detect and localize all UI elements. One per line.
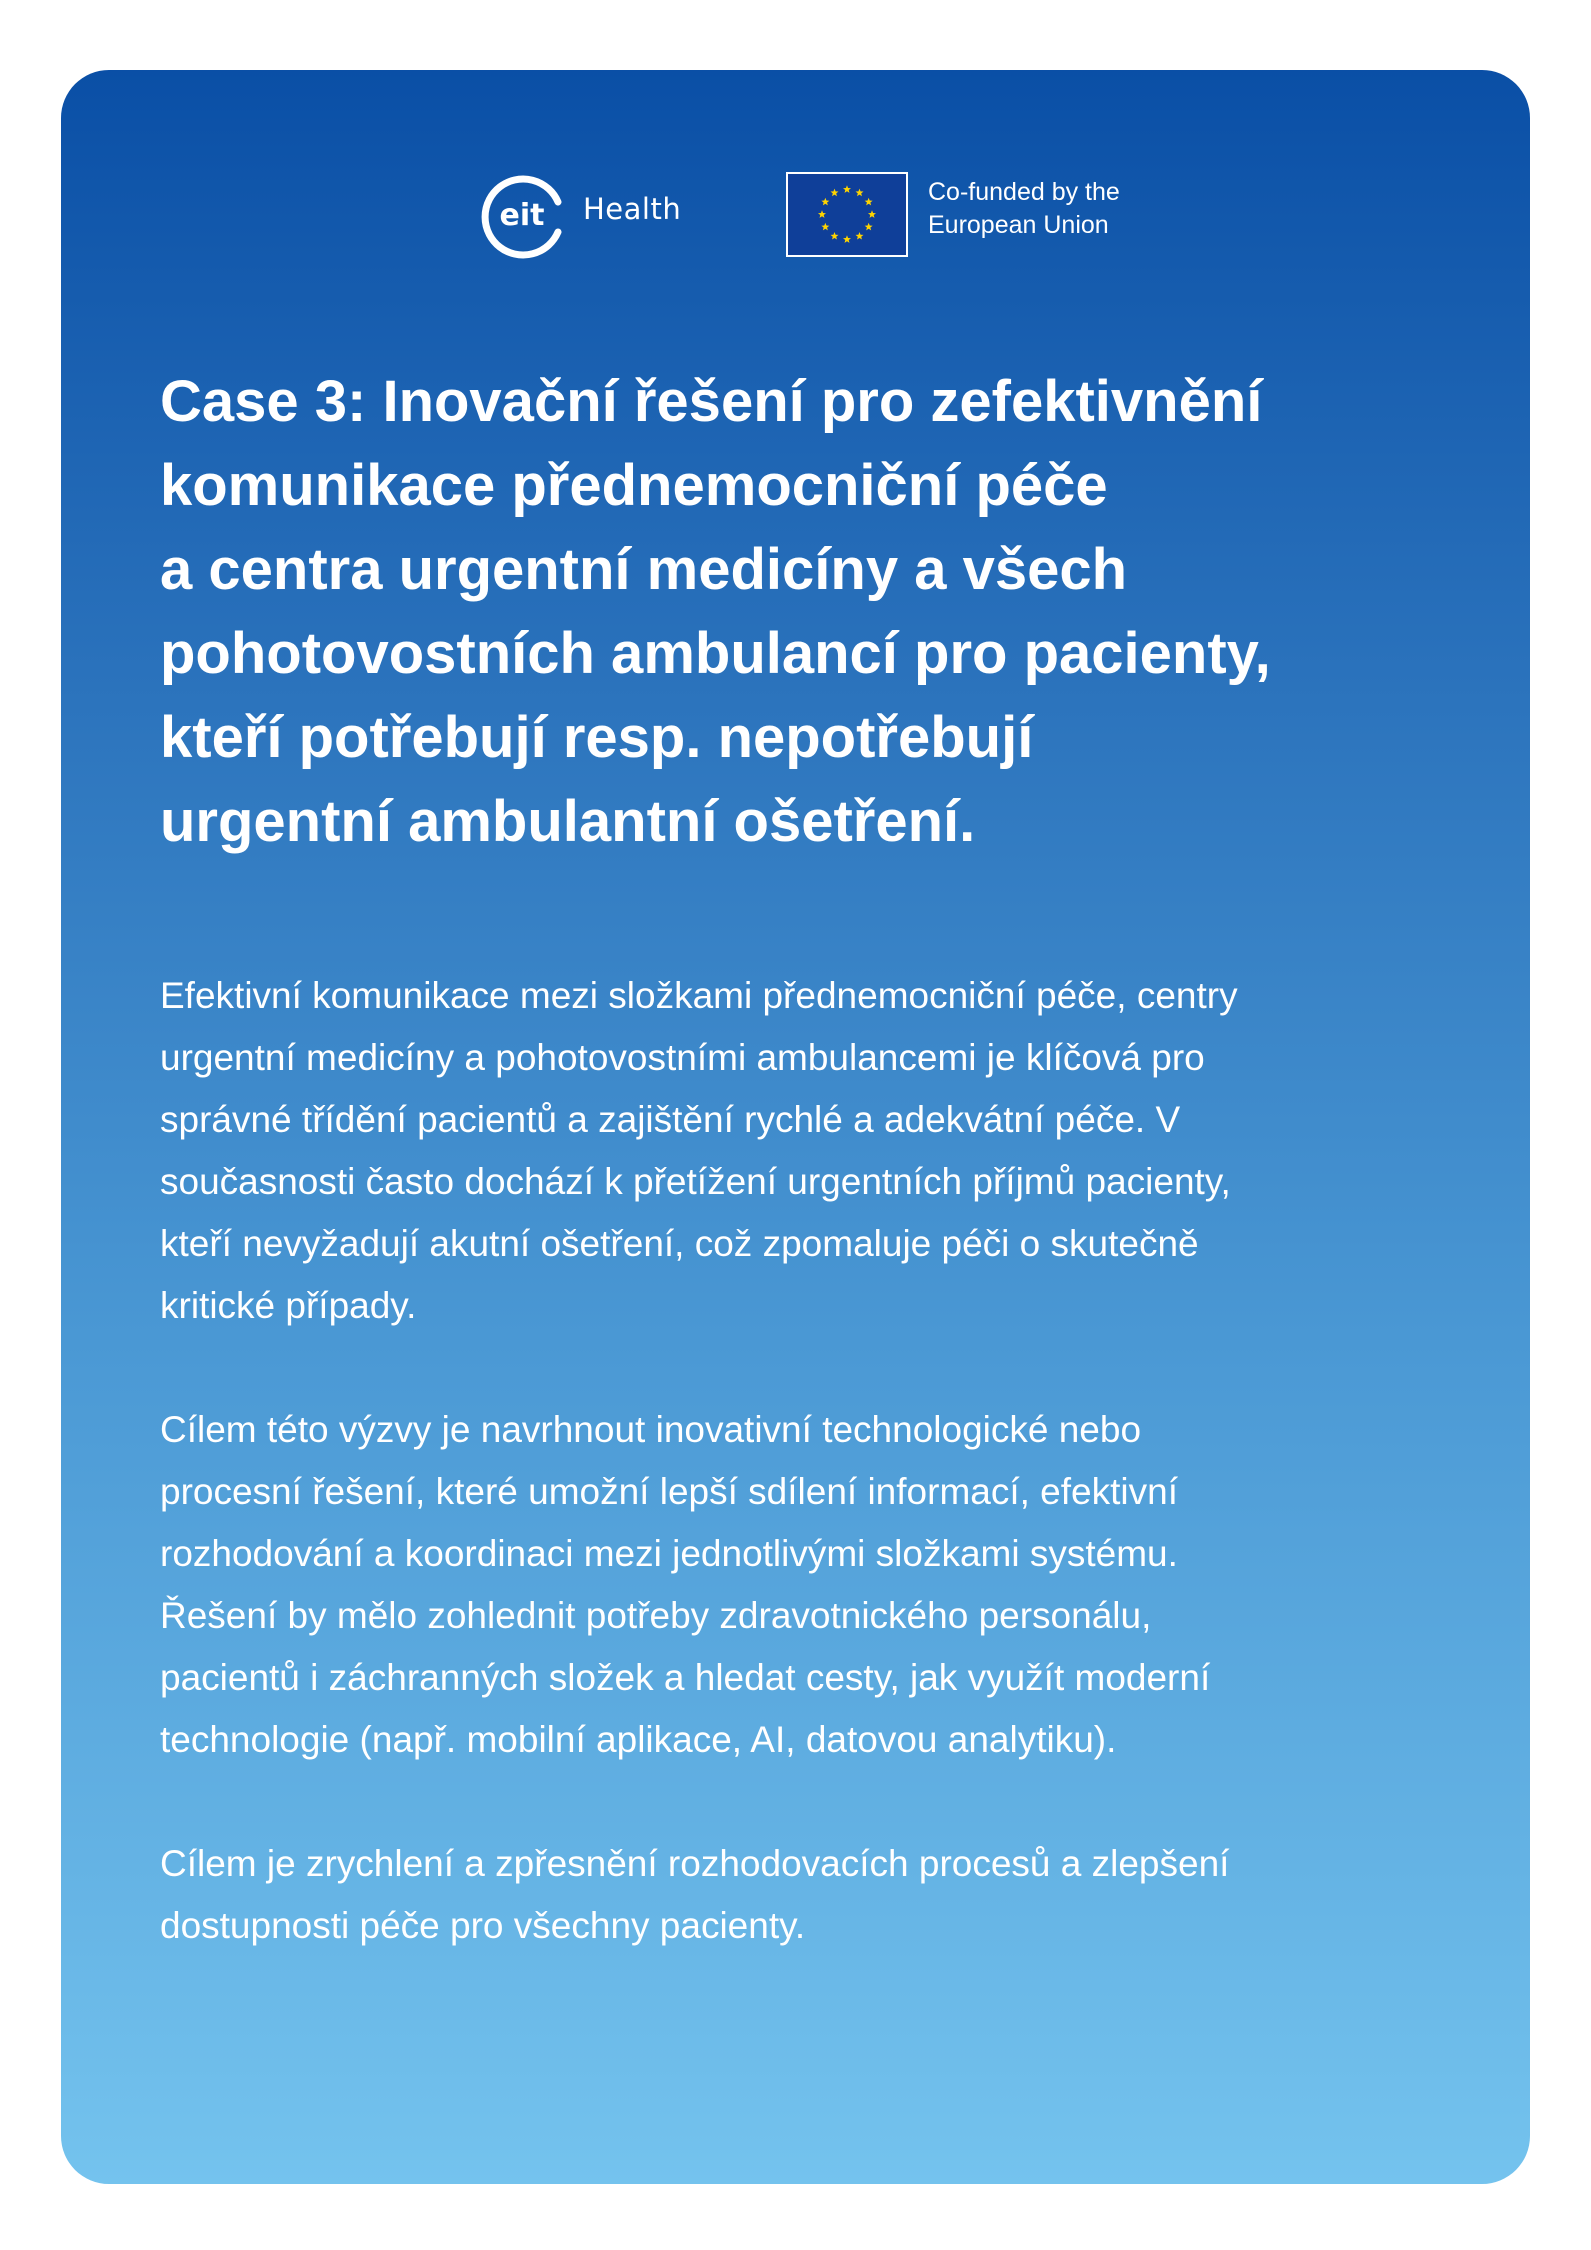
eu-text-line-2: European Union xyxy=(928,211,1109,239)
eit-mark-text: eit xyxy=(499,198,545,233)
title-line: komunikace přednemocniční péče xyxy=(160,453,1108,518)
paragraph-line: kteří nevyžadují akutní ošetření, což zpomaluje péči o skutečně xyxy=(160,1223,1199,1264)
eu-star-icon xyxy=(821,223,829,231)
eu-star-icon xyxy=(865,198,873,206)
paragraph-line: procesní řešení, které umožní lepší sdílení informací, efektivní xyxy=(160,1471,1178,1512)
eu-flag-icon xyxy=(786,172,908,257)
eu-star-icon xyxy=(856,189,864,197)
logo-bar xyxy=(476,162,1176,272)
title-line: pohotovostních ambulancí pro pacienty, xyxy=(160,621,1271,686)
eu-star-icon xyxy=(856,232,864,240)
paragraph-line: správné třídění pacientů a zajištění rychlé a adekvátní péče. V xyxy=(160,1099,1181,1140)
paragraph-goal xyxy=(160,1399,1450,1771)
eit-health-logo xyxy=(476,162,716,272)
title-line: kteří potřebují resp. nepotřebují xyxy=(160,705,1034,770)
content-card xyxy=(61,70,1530,2184)
title-line: a centra urgentní medicíny a všech xyxy=(160,537,1128,602)
paragraph-outcome xyxy=(160,1833,1450,1957)
paragraph-intro xyxy=(160,965,1450,1337)
paragraph-line: pacientů i záchranných složek a hledat cesty, jak využít moderní xyxy=(160,1657,1211,1698)
eit-circle-icon xyxy=(476,162,576,272)
paragraph-line: Cílem je zrychlení a zpřesnění rozhodovacích procesů a zlepšení xyxy=(160,1843,1230,1884)
eu-star-icon xyxy=(818,210,826,218)
eu-text-line-1: Co-funded by the xyxy=(928,178,1120,206)
paragraph-line: Efektivní komunikace mezi složkami přednemocniční péče, centry xyxy=(160,975,1238,1016)
case-title xyxy=(160,360,1460,864)
paragraph-line: technologie (např. mobilní aplikace, AI, datovou analytiku). xyxy=(160,1719,1117,1760)
title-line: Case 3: Inovační řešení pro zefektivnění xyxy=(160,369,1263,434)
title-line: urgentní ambulantní ošetření. xyxy=(160,789,976,854)
paragraph-line: urgentní medicíny a pohotovostními ambulancemi je klíčová pro xyxy=(160,1037,1205,1078)
eu-star-icon xyxy=(843,185,851,193)
eu-star-icon xyxy=(843,235,851,243)
paragraph-line: rozhodování a koordinaci mezi jednotlivými složkami systému. xyxy=(160,1533,1178,1574)
eu-star-icon xyxy=(868,210,876,218)
paragraph-line: kritické případy. xyxy=(160,1285,417,1326)
paragraph-line: současnosti často dochází k přetížení urgentních příjmů pacienty, xyxy=(160,1161,1231,1202)
eu-cofunded-text xyxy=(928,176,1120,242)
paragraph-line: dostupnosti péče pro všechny pacienty. xyxy=(160,1905,806,1946)
paragraph-line: Cílem této výzvy je navrhnout inovativní technologické nebo xyxy=(160,1409,1142,1450)
eu-star-icon xyxy=(831,232,839,240)
eu-star-icon xyxy=(821,198,829,206)
body-text xyxy=(160,965,1450,2019)
paragraph-line: Řešení by mělo zohlednit potřeby zdravotnického personálu, xyxy=(160,1595,1152,1636)
eu-star-icon xyxy=(865,223,873,231)
eit-health-label: Health xyxy=(583,192,682,226)
eu-star-icon xyxy=(831,189,839,197)
